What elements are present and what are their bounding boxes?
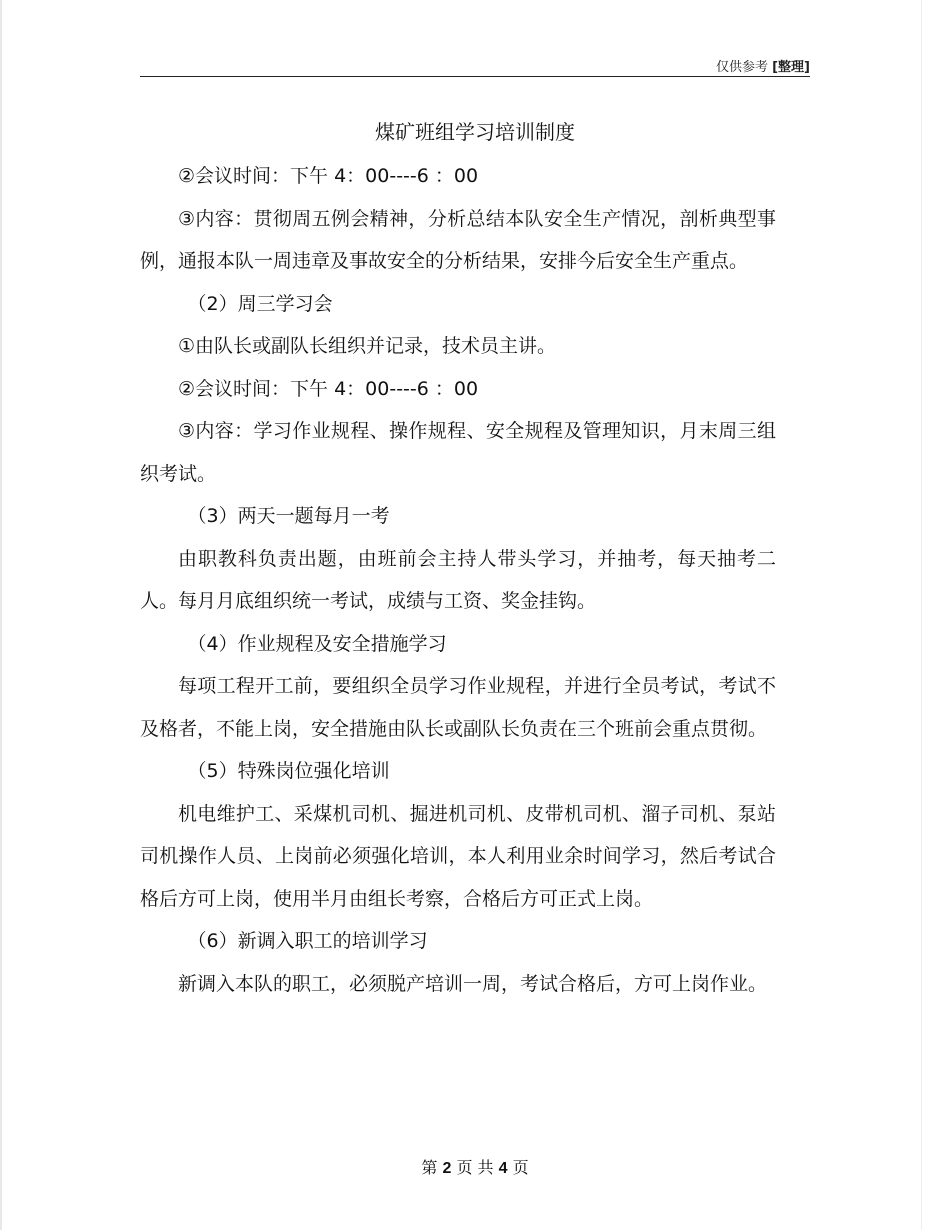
paragraph: 机电维护工、采煤机司机、掘进机司机、皮带机司机、溜子司机、泵站司机操作人员、上岗前必须强化培训，本人利用业余时间学习，然后考试合格后方可上岗，使用半月由组长考察，合格后方可正式上岗。 [140, 802, 776, 910]
footer-total-pages: 4 [498, 1160, 508, 1177]
header-rule [140, 76, 810, 77]
section-heading: （4）作业规程及安全措施学习 [187, 632, 447, 655]
paragraph: ③内容：学习作业规程、操作规程、安全规程及管理知识，月末周三组织考试。 [140, 420, 776, 485]
page-left-edge [0, 0, 2, 1230]
section-heading: （2）周三学习会 [187, 292, 333, 315]
page-right-edge [921, 0, 922, 1230]
footer-page-number: 2 [442, 1160, 452, 1177]
paragraph: ②会议时间：下午 4：00----6 ：00 [178, 377, 479, 400]
header-tag: [整理] [772, 60, 810, 75]
page-footer [140, 1155, 810, 1178]
section-heading: （6）新调入职工的培训学习 [187, 930, 428, 952]
section-heading: （5）特殊岗位强化培训 [187, 760, 390, 782]
document-body [140, 155, 776, 1005]
footer-suffix: 页 [512, 1158, 529, 1177]
header-note [716, 56, 810, 75]
header-note-text: 仅供参考 [715, 60, 768, 75]
paragraph: ①由队长或副队长组织并记录，技术员主讲。 [178, 335, 557, 357]
footer-middle: 页 共 [456, 1158, 494, 1177]
section-heading: （3）两天一题每月一考 [187, 505, 390, 527]
paragraph: 新调入本队的职工，必须脱产培训一周，考试合格后，方可上岗作业。 [178, 972, 768, 995]
paragraph: ②会议时间：下午 4：00----6 ：00 [178, 165, 479, 187]
footer-prefix: 第 [421, 1158, 438, 1177]
paragraph: 每项工程开工前，要组织全员学习作业规程，并进行全员考试，考试不及格者，不能上岗，安全措施由队长或副队长负责在三个班前会重点贯彻。 [140, 675, 776, 740]
document-title: 煤矿班组学习培训制度 [375, 120, 575, 144]
paragraph: ③内容：贯彻周五例会精神，分析总结本队安全生产情况，剖析典型事例，通报本队一周违章及事故安全的分析结果，安排今后安全生产重点。 [140, 207, 776, 272]
paragraph: 由职教科负责出题，由班前会主持人带头学习，并抽考，每天抽考二人。每月月底组织统一考试，成绩与工资、奖金挂钩。 [140, 547, 776, 612]
